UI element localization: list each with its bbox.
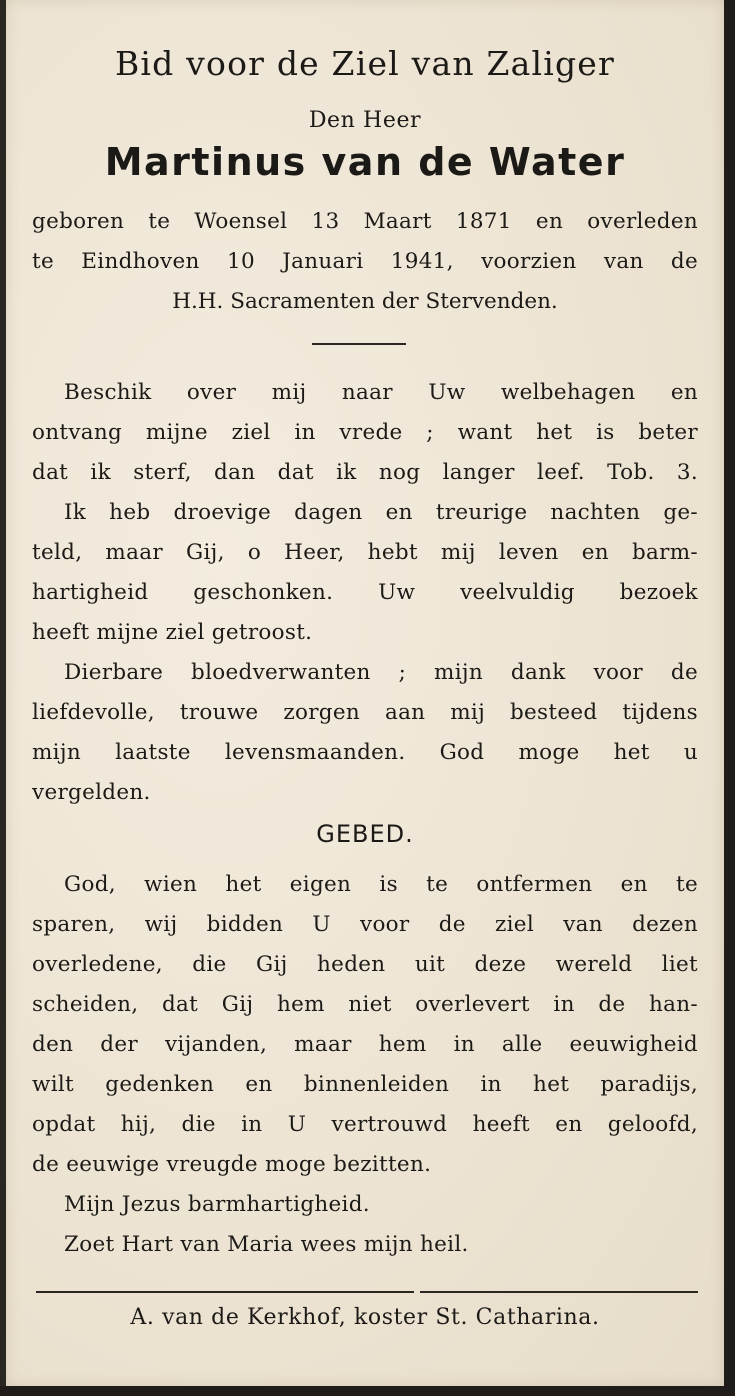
verse-line: heeft mijne ziel getroost. [32, 620, 313, 645]
footer-rule-left [36, 1291, 414, 1293]
verse-line: Ik heb droevige dagen en treurige nachten ge- [64, 500, 698, 525]
prayer-line: Zoet Hart van Maria wees mijn heil. [64, 1232, 469, 1257]
prayer-line: wilt gedenken en binnenleiden in het paradijs, [32, 1072, 698, 1097]
prayer-line: den der vijanden, maar hem in alle eeuwigheid [32, 1032, 698, 1057]
verse-line: Dierbare bloedverwanten ; mijn dank voor de [64, 660, 698, 685]
verse-line: teld, maar Gij, o Heer, hebt mij leven en barm- [32, 540, 698, 565]
prayer-line: opdat hij, die in U vertrouwd heeft en geloofd, [32, 1112, 698, 1137]
prayer-line: scheiden, dat Gij hem niet overlevert in de han- [32, 992, 698, 1017]
prayer-line: overledene, die Gij heden uit deze wereld liet [32, 952, 698, 977]
verse-line: vergelden. [32, 780, 151, 805]
footer-rule-right [420, 1291, 698, 1293]
verse-line: liefdevolle, trouwe zorgen aan mij besteed tijdens [32, 700, 698, 725]
prayer-line: de eeuwige vreugde moge bezitten. [32, 1152, 432, 1177]
card-heading: Bid voor de Ziel van Zaliger [114, 44, 616, 83]
prayer-card [6, 0, 724, 1386]
honorific-title: Den Heer [308, 108, 422, 133]
verse-line: mijn laatste levensmaanden. God moge het u [32, 740, 698, 765]
prayer-line: God, wien het eigen is te ontfermen en te [64, 872, 698, 897]
bio-line: H.H. Sacramenten der Stervenden. [172, 289, 558, 314]
prayer-title: GEBED. [316, 820, 414, 848]
bio-line: te Eindhoven 10 Januari 1941, voorzien van de [32, 249, 698, 274]
verse-line: Beschik over mij naar Uw welbehagen en [64, 380, 698, 405]
section-divider [312, 343, 406, 345]
verse-line: ontvang mijne ziel in vrede ; want het is beter [32, 420, 698, 445]
printer-credit: A. van de Kerkhof, koster St. Catharina. [130, 1305, 600, 1330]
prayer-line: sparen, wij bidden U voor de ziel van dezen [32, 912, 698, 937]
deceased-name: Martinus van de Water [104, 140, 626, 184]
verse-line: dat ik sterf, dan dat ik nog langer leef. Tob. 3. [32, 460, 698, 485]
verse-line: hartigheid geschonken. Uw veelvuldig bezoek [32, 580, 698, 605]
scan-edge-right [724, 0, 735, 1396]
scan-edge-bottom [0, 1386, 735, 1396]
prayer-line: Mijn Jezus barmhartigheid. [64, 1192, 370, 1217]
bio-line: geboren te Woensel 13 Maart 1871 en overleden [32, 209, 698, 234]
